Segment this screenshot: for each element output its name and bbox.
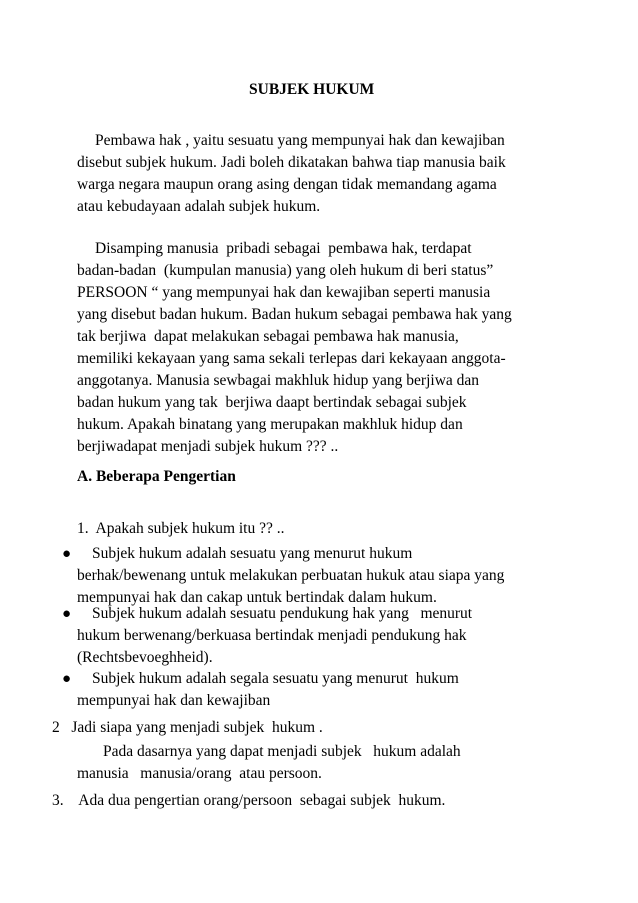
bullet-line: berhak/bewenang untuk melakukan perbuatan hukuk atau siapa yang — [77, 567, 505, 584]
paragraph-line: badan-badan (kumpulan manusia) yang oleh hukum di beri status” — [77, 262, 494, 279]
bullet-line: Subjek hukum adalah sesuatu pendukung hak yang menurut — [92, 605, 473, 622]
section-heading: A. Beberapa Pengertian — [77, 468, 236, 485]
bullet-icon: ● — [62, 671, 72, 687]
bullet-icon: ● — [62, 546, 72, 562]
bullet-icon: ● — [62, 606, 72, 622]
list-item-2: 2 Jadi siapa yang menjadi subjek hukum . — [52, 719, 323, 736]
bullet-line: hukum berwenang/berkuasa bertindak menjadi pendukung hak — [77, 627, 467, 644]
list-item-3: 3. Ada dua pengertian orang/persoon sebagai subjek hukum. — [52, 792, 446, 809]
document-title: SUBJEK HUKUM — [249, 81, 375, 98]
paragraph-line: atau kebudayaan adalah subjek hukum. — [77, 198, 321, 215]
paragraph-line: hukum. Apakah binatang yang merupakan makhluk hidup dan — [77, 416, 463, 433]
list-item-1: 1. Apakah subjek hukum itu ?? .. — [77, 520, 285, 537]
paragraph-line: PERSOON “ yang mempunyai hak dan kewajiban seperti manusia — [77, 284, 491, 301]
paragraph-line: Pembawa hak , yaitu sesuatu yang mempunyai hak dan kewajiban — [95, 132, 505, 149]
bullet-line: (Rechtsbevoeghheid). — [77, 649, 213, 666]
paragraph-line: yang disebut badan hukum. Badan hukum sebagai pembawa hak yang — [77, 306, 512, 323]
paragraph-line: anggotanya. Manusia sewbagai makhluk hidup yang berjiwa dan — [77, 372, 480, 389]
paragraph-line: disebut subjek hukum. Jadi boleh dikatakan bahwa tiap manusia baik — [77, 154, 506, 171]
list-item-2-body-line: Pada dasarnya yang dapat menjadi subjek hukum adalah — [103, 743, 461, 760]
bullet-line: Subjek hukum adalah segala sesuatu yang menurut hukum — [92, 670, 459, 687]
list-item-2-body-line: manusia manusia/orang atau persoon. — [77, 765, 322, 782]
paragraph-line: Disamping manusia pribadi sebagai pembawa hak, terdapat — [95, 240, 472, 257]
bullet-line: mempunyai hak dan cakap untuk bertindak dalam hukum. — [77, 589, 437, 606]
paragraph-line: memiliki kekayaan yang sama sekali terlepas dari kekayaan anggota- — [77, 350, 506, 367]
paragraph-line: warga negara maupun orang asing dengan tidak memandang agama — [77, 176, 497, 193]
bullet-line: Subjek hukum adalah sesuatu yang menurut hukum — [92, 545, 413, 562]
paragraph-line: badan hukum yang tak berjiwa daapt bertindak sebagai subjek — [77, 394, 467, 411]
paragraph-line: berjiwadapat menjadi subjek hukum ??? .. — [77, 438, 339, 455]
bullet-line: mempunyai hak dan kewajiban — [77, 692, 271, 709]
paragraph-line: tak berjiwa dapat melakukan sebagai pembawa hak manusia, — [77, 328, 459, 345]
